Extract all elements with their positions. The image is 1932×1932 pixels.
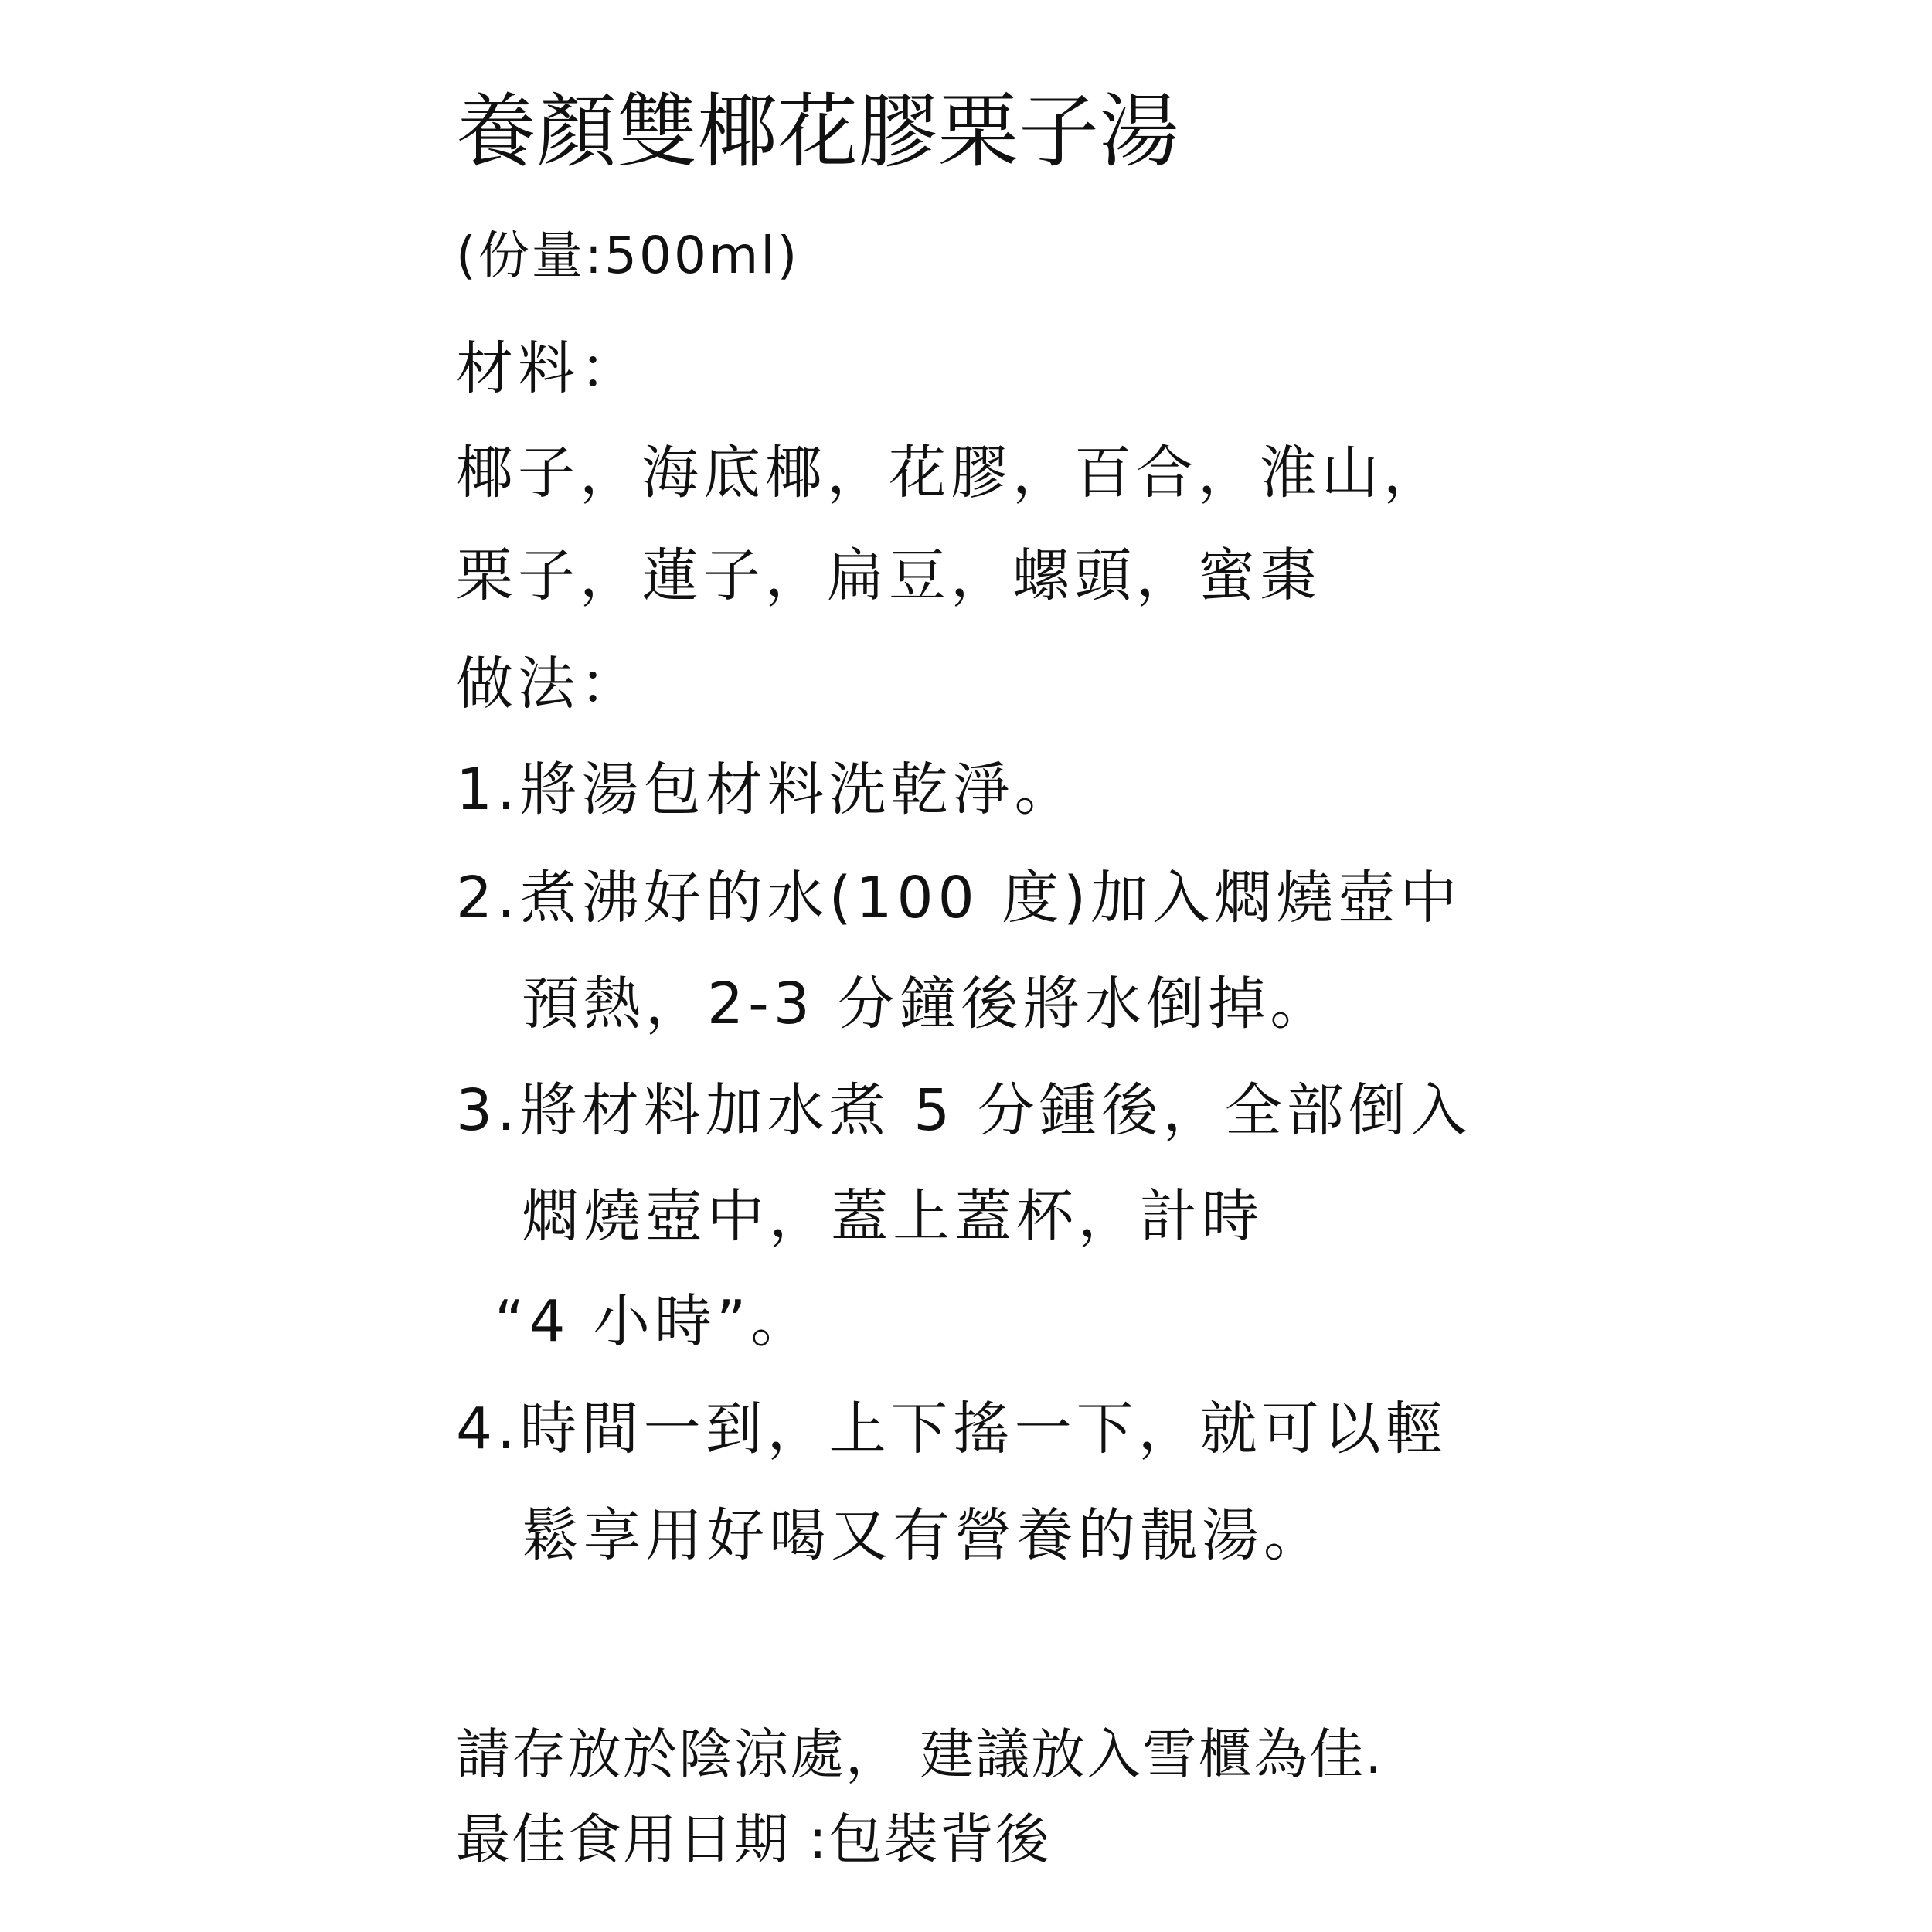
serving-size: (份量:500ml) [456,226,800,285]
ingredients-line-1: 椰子，海底椰，花膠，百合，淮山， [456,440,1445,506]
step-3-line-2: 燜燒壺中，蓋上蓋杯，計時 [522,1183,1264,1250]
step-2-line-1: 2.煮沸好的水(100 度)加入燜燒壺中 [456,865,1462,931]
step-4-line-1: 4.時間一到，上下搖一下，就可以輕 [456,1396,1447,1462]
step-4-line-2: 鬆享用好喝又有營養的靚湯。 [522,1502,1325,1569]
recipe-title: 養顏雙椰花膠栗子湯 [456,84,1180,179]
step-3-line-1: 3.將材料加水煮 5 分鍾後，全部倒入 [456,1077,1472,1144]
step-3-line-3: “4 小時”。 [495,1288,813,1355]
step-2-line-2: 預熱，2-3 分鐘後將水倒掉。 [522,971,1332,1037]
storage-note: 請存放於陰涼處， 建議放入雪櫃為佳. [456,1723,1384,1786]
method-heading: 做法： [456,651,641,717]
ingredients-line-2: 栗子，蓮子，扁豆，螺頭，蜜棗 [456,543,1321,609]
best-before-date: 最佳食用日期 :包裝背後 [456,1808,1051,1871]
step-1: 1.將湯包材料洗乾淨。 [456,757,1077,823]
ingredients-heading: 材料： [456,335,641,402]
